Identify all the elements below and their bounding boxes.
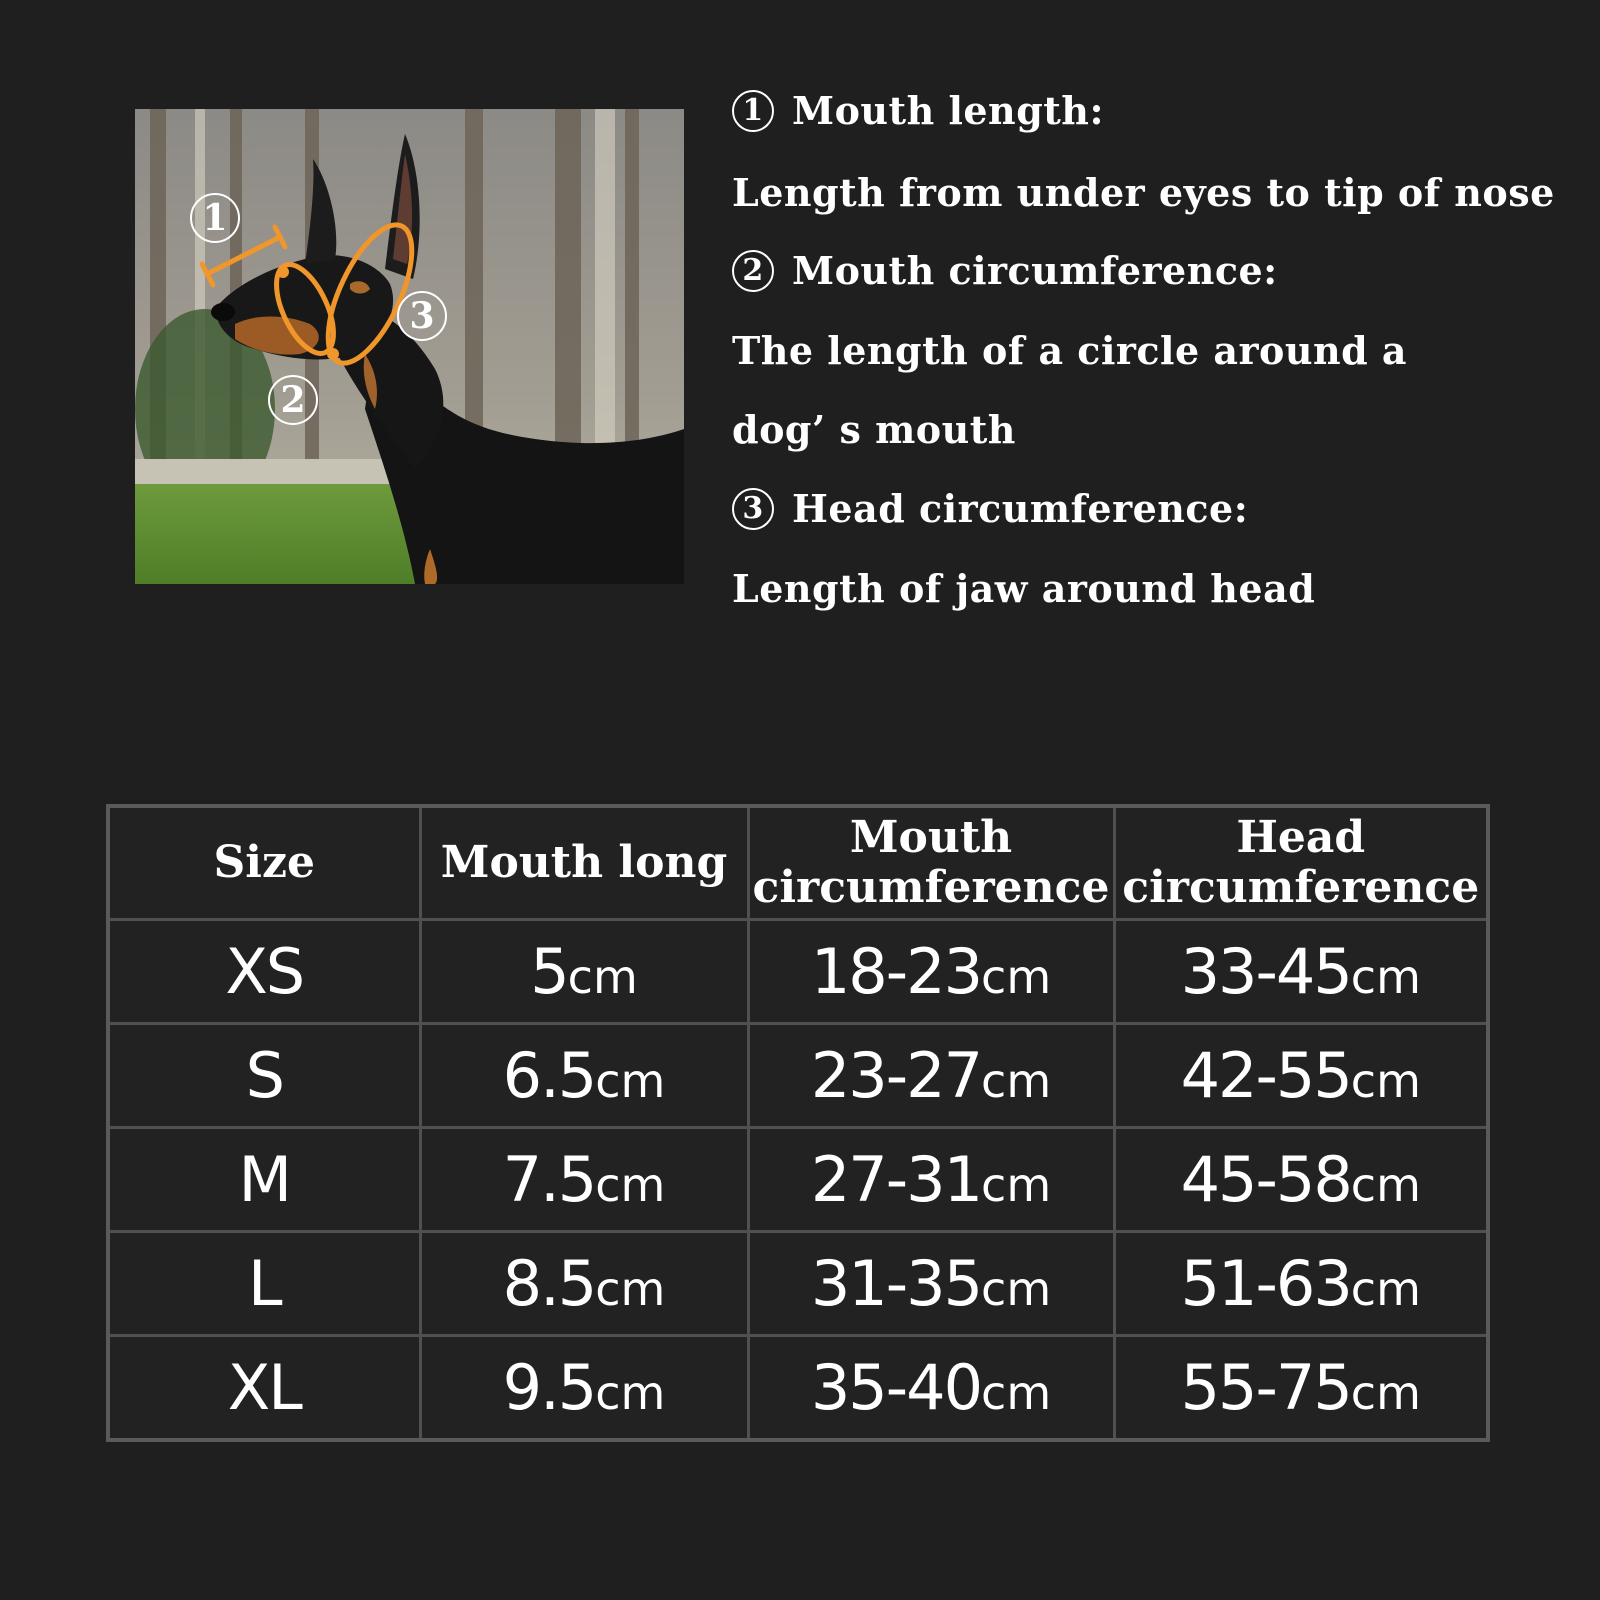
value-number: 42-55 <box>1180 1039 1351 1112</box>
size-cell: XL <box>108 1336 420 1441</box>
measurement-head-circumference <box>732 486 1248 532</box>
number-badge: 3 <box>732 488 774 530</box>
photo-marker-2: 2 <box>268 375 318 425</box>
value-number: 9.5 <box>502 1351 596 1424</box>
value-unit: cm <box>1350 1366 1421 1420</box>
measurement-title: Mouth circumference: <box>792 248 1278 293</box>
value-unit: cm <box>1350 1054 1421 1108</box>
value-unit: cm <box>981 1158 1052 1212</box>
table-body <box>108 920 1488 1441</box>
size-cell: M <box>108 1128 420 1232</box>
measurement-description: dog’ s mouth <box>732 407 1016 452</box>
value-number: 5 <box>530 935 568 1008</box>
value-unit: cm <box>1350 1262 1421 1316</box>
value-number: 6.5 <box>502 1039 596 1112</box>
value-unit: cm <box>595 1262 666 1316</box>
value-unit: cm <box>981 1366 1052 1420</box>
value-number: 55-75 <box>1180 1351 1351 1424</box>
value-number: 51-63 <box>1180 1247 1351 1320</box>
number-badge: 2 <box>732 250 774 292</box>
value-unit: cm <box>1350 1158 1421 1212</box>
value-number: 27-31 <box>810 1143 982 1216</box>
table-row <box>108 1024 1488 1128</box>
value-number: 23-27 <box>810 1039 982 1112</box>
number-badge: 1 <box>732 90 774 132</box>
value-number: 8.5 <box>502 1247 596 1320</box>
measurement-title: Head circumference: <box>792 486 1249 531</box>
value-number: 35-40 <box>810 1351 982 1424</box>
value-unit: cm <box>981 1262 1052 1316</box>
table-row <box>108 1336 1488 1441</box>
value-cell-mouth-long <box>420 1232 748 1336</box>
dog-photo <box>135 109 684 584</box>
value-cell-head-circ <box>1114 1128 1488 1232</box>
value-cell-head-circ <box>1114 1336 1488 1441</box>
value-cell-head-circ <box>1114 920 1488 1024</box>
size-cell: L <box>108 1232 420 1336</box>
value-cell-head-circ <box>1114 1024 1488 1128</box>
value-unit: cm <box>1350 950 1421 1004</box>
dog-illustration <box>135 109 684 584</box>
measurement-mouth-circumference <box>732 248 1278 294</box>
table-row <box>108 1128 1488 1232</box>
value-cell-mouth-circ <box>748 1128 1114 1232</box>
value-cell-mouth-long <box>420 1128 748 1232</box>
table-row <box>108 920 1488 1024</box>
value-number: 31-35 <box>810 1247 982 1320</box>
table-header-row <box>108 806 1488 920</box>
value-number: 33-45 <box>1180 935 1351 1008</box>
value-cell-mouth-long <box>420 1336 748 1441</box>
value-cell-mouth-circ <box>748 920 1114 1024</box>
measurement-title: Mouth length: <box>792 88 1104 133</box>
header-head-circumference: Head circumference <box>1114 806 1488 920</box>
value-number: 7.5 <box>502 1143 596 1216</box>
value-cell-mouth-long <box>420 1024 748 1128</box>
photo-marker-1: 1 <box>190 193 240 243</box>
value-cell-mouth-circ <box>748 1232 1114 1336</box>
header-mouth-circumference: Mouth circumference <box>748 806 1114 920</box>
value-number: 18-23 <box>810 935 982 1008</box>
value-cell-head-circ <box>1114 1232 1488 1336</box>
header-size: Size <box>108 806 420 920</box>
value-unit: cm <box>981 950 1052 1004</box>
table-row <box>108 1232 1488 1336</box>
value-cell-mouth-circ <box>748 1336 1114 1441</box>
value-unit: cm <box>981 1054 1052 1108</box>
value-unit: cm <box>595 1054 666 1108</box>
size-cell: S <box>108 1024 420 1128</box>
value-unit: cm <box>567 950 638 1004</box>
size-cell: XS <box>108 920 420 1024</box>
header-mouth-long: Mouth long <box>420 806 748 920</box>
value-number: 45-58 <box>1180 1143 1351 1216</box>
size-table <box>106 804 1490 1442</box>
value-unit: cm <box>595 1158 666 1212</box>
measurement-description: Length of jaw around head <box>732 566 1316 611</box>
value-unit: cm <box>595 1366 666 1420</box>
value-cell-mouth-long <box>420 920 748 1024</box>
value-cell-mouth-circ <box>748 1024 1114 1128</box>
measurement-description: The length of a circle around a <box>732 328 1408 373</box>
measurement-description: Length from under eyes to tip of nose <box>732 170 1555 215</box>
photo-marker-3: 3 <box>397 291 447 341</box>
measurement-mouth-length <box>732 88 1104 134</box>
